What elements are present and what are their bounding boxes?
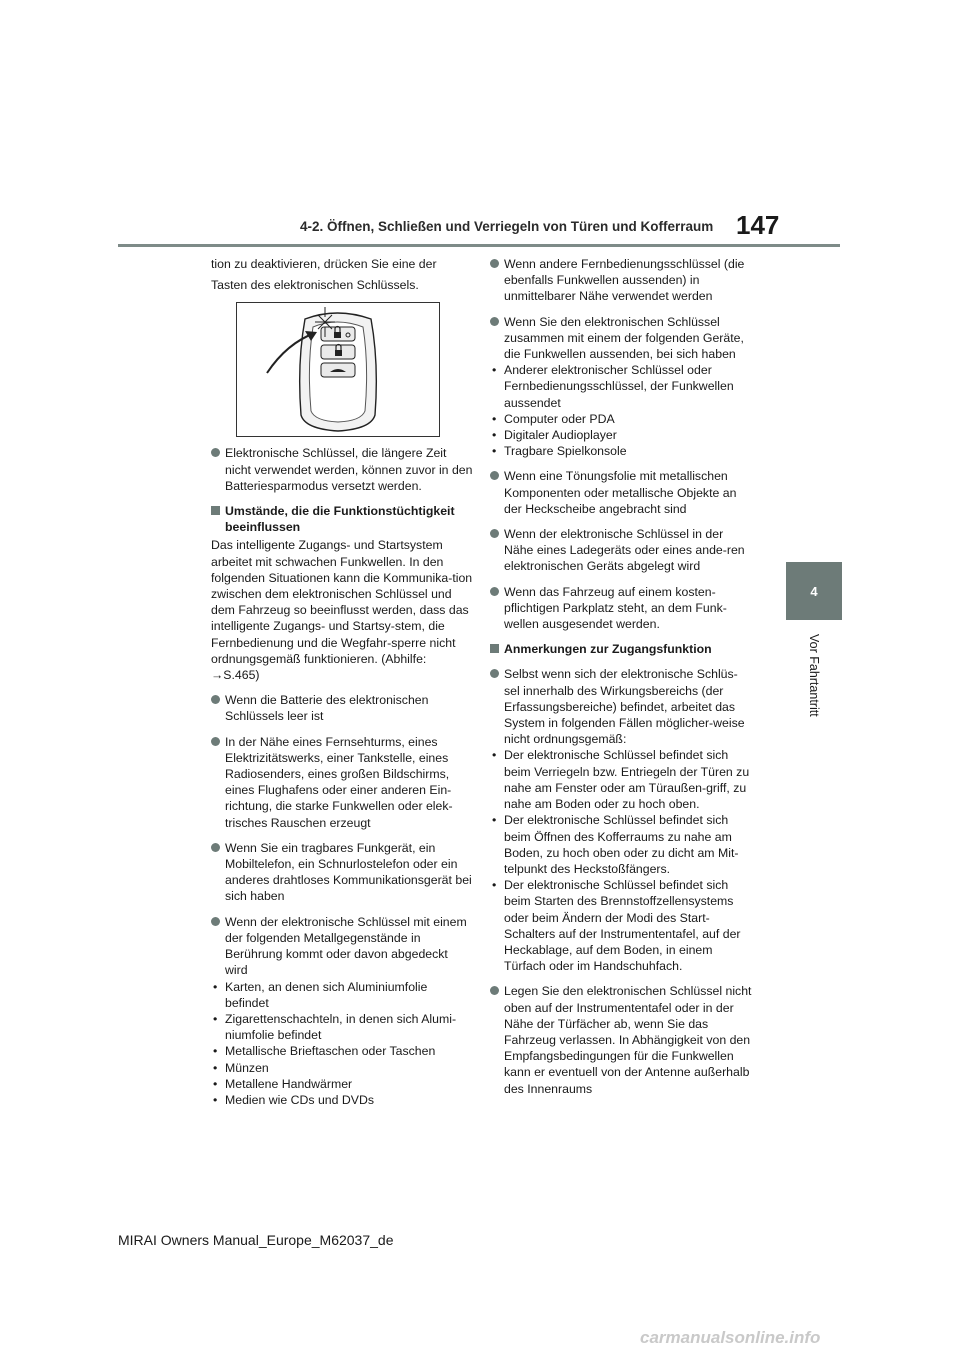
- list-item: • Computer oder PDA: [490, 411, 752, 427]
- list-item: Legen Sie den elektronischen Schlüssel nicht oben auf der Instrumententafel oder in der Nähe der Türfächer ab, wenn Sie das Fahrzeug verlassen. In Abhängigkeit von den Empfangsbedingungen für die Funkwellen kann er eventuell von der Antenne außerhalb des Innenraums: [490, 983, 752, 1096]
- list-item: Wenn der elektronische Schlüssel in der Nähe eines Ladegeräts oder eines ande-ren elektronischen Geräts abgelegt wird: [490, 526, 752, 575]
- list-item: • Der elektronische Schlüssel befindet sich beim Starten des Brennstoffzellensystems oder beim Ändern der Modi des Start-Schalters auf der Instrumententafel, auf der Heckablage, auf dem Boden, in einem Türfach oder im Handschuhfach.: [490, 877, 752, 974]
- list-item: • Medien wie CDs und DVDs: [211, 1092, 473, 1108]
- subheading: Umstände, die die Funktionstüchtigkeit beeinflussen: [211, 503, 473, 535]
- list-item: • Metallene Handwärmer: [211, 1076, 473, 1092]
- paragraph: Tasten des elektronischen Schlüssels.: [211, 278, 419, 293]
- metal-objects-list: [211, 979, 473, 1109]
- list-item: • Zigarettenschachteln, in denen sich Alumi-niumfolie befindet: [211, 1011, 473, 1043]
- list-item: Elektronische Schlüssel, die längere Zeit nicht verwendet werden, können zuvor in den Batteriesparmodus versetzt werden.: [211, 445, 473, 494]
- list-item: Selbst wenn sich der elektronische Schlüs-sel innerhalb des Wirkungsbereichs (der Erfassungsbereiche) befindet, arbeitet das System in folgenden Fällen möglicher-weise nicht ordnungsgemäß:: [490, 666, 752, 747]
- section-header: 4-2. Öffnen, Schließen und Verriegeln von Türen und Kofferraum: [300, 219, 714, 234]
- list-item: Wenn die Batterie des elektronischen Schlüssels leer ist: [211, 692, 473, 724]
- list-item: • Karten, an denen sich Aluminiumfolie befindet: [211, 979, 473, 1011]
- subheading: Anmerkungen zur Zugangsfunktion: [490, 641, 752, 657]
- list-item: Wenn eine Tönungsfolie mit metallischen Komponenten oder metallische Objekte an der Heckscheibe angebracht sind: [490, 468, 752, 517]
- left-column: [211, 256, 473, 1108]
- chapter-number: 4: [810, 583, 818, 599]
- list-item: Wenn der elektronische Schlüssel mit einem der folgenden Metallgegenstände in Berührung kommt oder davon abgedeckt wird: [211, 914, 473, 979]
- right-column: [490, 256, 752, 1106]
- list-item: Wenn das Fahrzeug auf einem kosten-pflichtigen Parkplatz steht, an dem Funk-wellen ausgesendet werden.: [490, 584, 752, 633]
- list-item: Wenn Sie ein tragbares Funkgerät, ein Mobiltelefon, ein Schnurlostelefon oder ein anderes drahtloses Kommunikationsgerät bei sich haben: [211, 840, 473, 905]
- list-item: • Der elektronische Schlüssel befindet sich beim Öffnen des Kofferraums zu nahe am Boden, zu hoch oben oder zu dicht am Mit-telpunkt des Heckstoßfängers.: [490, 812, 752, 877]
- chapter-label: [806, 634, 822, 734]
- paragraph: tion zu deaktivieren, drücken Sie eine der: [211, 257, 437, 271]
- list-item: Wenn Sie den elektronischen Schlüssel zusammen mit einem der folgenden Geräte, die Funkwellen aussenden, bei sich haben: [490, 314, 752, 363]
- list-item: • Metallische Brieftaschen oder Taschen: [211, 1043, 473, 1059]
- electronic-key-image: [237, 303, 439, 436]
- list-item: Wenn andere Fernbedienungsschlüssel (die ebenfalls Funkwellen aussenden) in unmittelbarer Nähe verwendet werden: [490, 256, 752, 305]
- devices-list: [490, 362, 752, 459]
- paragraph: Das intelligente Zugangs- und Startsystem arbeitet mit schwachen Funkwellen. In den folgenden Situationen kann die Kommunika-tion zwischen dem elektronischen Schlüssel und dem Fahrzeug so beeinflusst werden, dass das intelligente Zugangs- und Startsy-stem, die Fernbedienung und die Wegfahr-sperre nicht ordnungsgemäß funktionieren. (Abhilfe: →S.465): [211, 538, 473, 683]
- watermark: carmanualsonline.info: [640, 1328, 821, 1347]
- list-item: • Anderer elektronischer Schlüssel oder Fernbedienungsschlüssel, der Funkwellen aussendet: [490, 362, 752, 411]
- key-illustration: [236, 302, 440, 437]
- page-number: 147: [736, 210, 780, 240]
- list-item: In der Nähe eines Fernsehturms, eines Elektrizitätswerks, einer Tankstelle, eines Radiosenders, eines großen Bildschirms, eines Flughafens oder einer anderen Ein-richtung, die starke Funkwellen oder elek-trisches Rauschen erzeugt: [211, 734, 473, 831]
- footer: MIRAI Owners Manual_Europe_M62037_de: [118, 1232, 394, 1248]
- chapter-label-text: Vor Fahrtantritt: [807, 634, 821, 717]
- list-item: • Digitaler Audioplayer: [490, 427, 752, 443]
- list-item: • Tragbare Spielkonsole: [490, 443, 752, 459]
- list-item: • Der elektronische Schlüssel befindet sich beim Verriegeln bzw. Entriegeln der Türen zu nahe am Fenster oder am Türaußen-griff, zu nahe am Boden oder zu hoch oben.: [490, 747, 752, 812]
- positions-list: [490, 747, 752, 974]
- list-item: • Münzen: [211, 1060, 473, 1076]
- chapter-tab: [786, 562, 842, 620]
- header-rule: [118, 244, 840, 247]
